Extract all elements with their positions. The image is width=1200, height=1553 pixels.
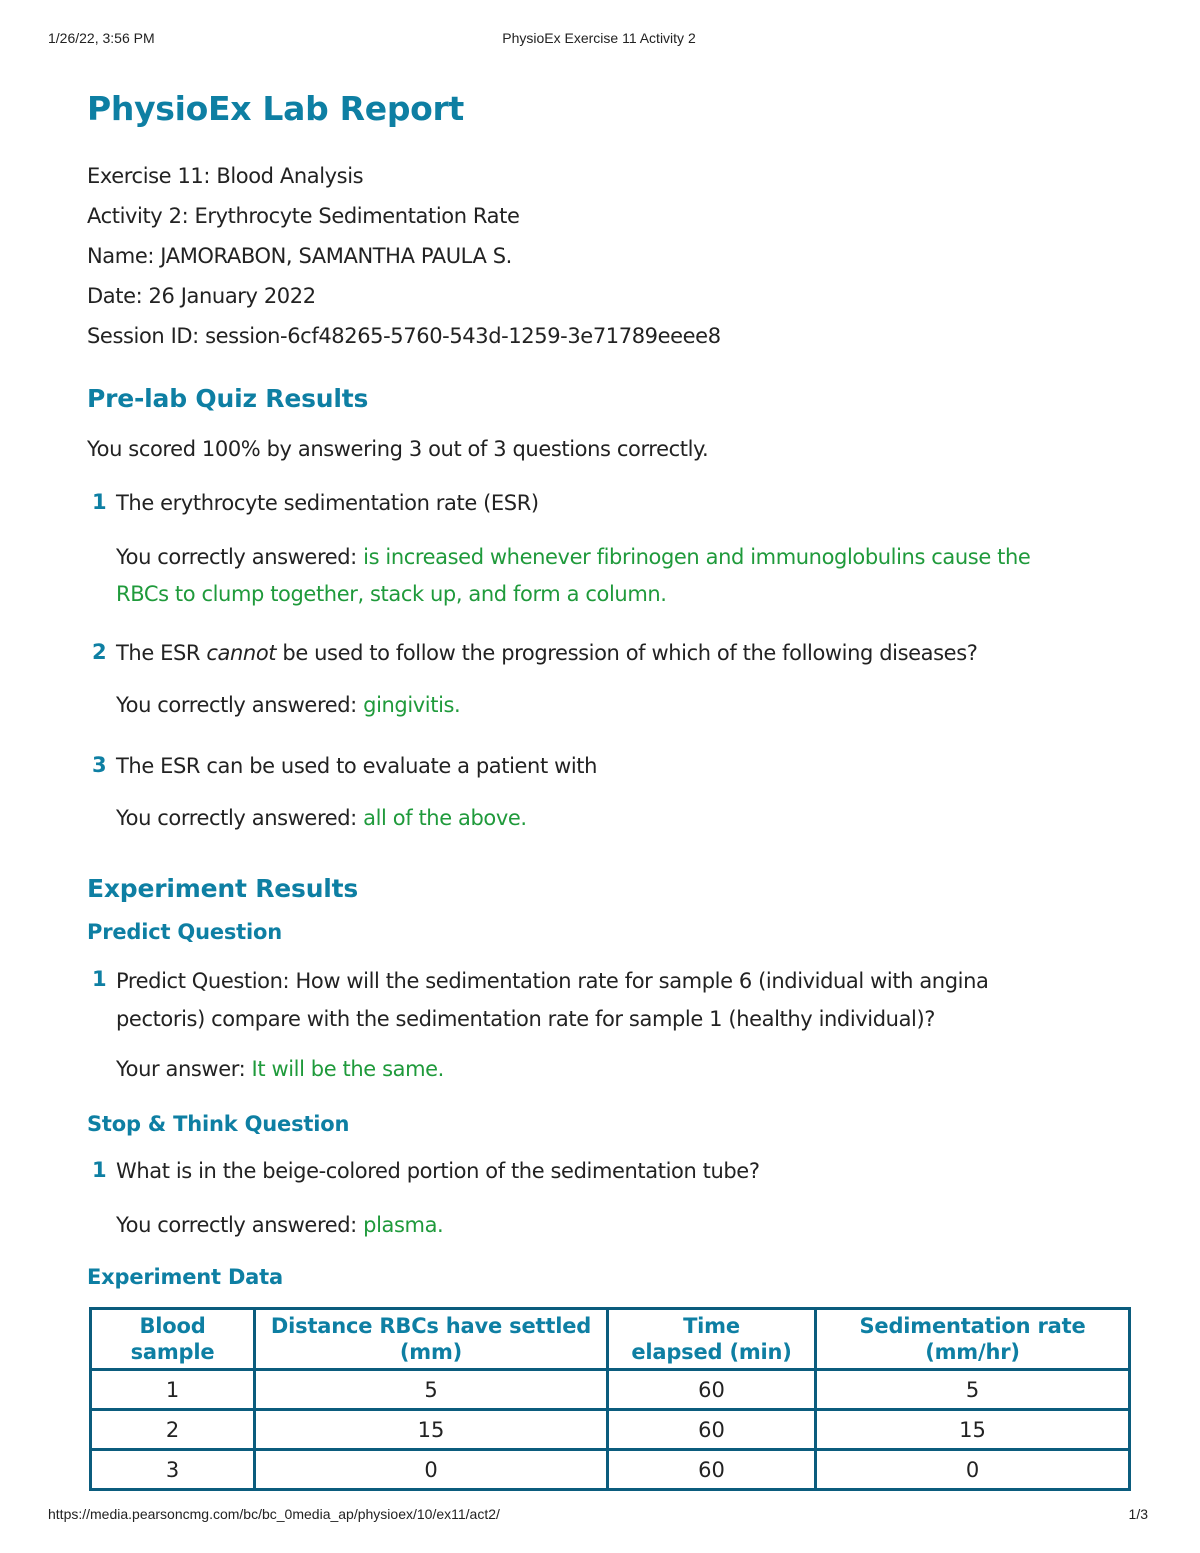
prelab-q3-answer-value: all of the above. (363, 806, 527, 830)
predict-number: 1 (92, 967, 107, 991)
stop-think-question: What is in the beige-colored portion of the sedimentation tube? (116, 1159, 760, 1183)
report-date: Date: 26 January 2022 (87, 284, 316, 308)
header-rate: Sedimentation rate (mm/hr) (816, 1309, 1130, 1370)
table-cell: 15 (816, 1410, 1130, 1450)
prelab-q1-number: 1 (92, 490, 107, 514)
predict-answer-value: It will be the same. (251, 1057, 444, 1081)
predict-question-line1: Predict Question: How will the sedimentation rate for sample 6 (individual with angina (116, 969, 989, 993)
table-cell: 60 (608, 1410, 816, 1450)
lab-report (87, 86, 1132, 1482)
header-blood-sample: Blood sample (91, 1309, 255, 1370)
experiment-data-table (89, 1307, 1131, 1491)
q2-text-emphasis: cannot (206, 641, 277, 665)
table-cell: 3 (91, 1450, 255, 1490)
table-cell: 5 (816, 1370, 1130, 1410)
prelab-q1-answer (116, 539, 1030, 613)
q2-text-after: be used to follow the progression of which of the following diseases? (276, 641, 978, 665)
table-cell: 0 (816, 1450, 1130, 1490)
prelab-heading: Pre-lab Quiz Results (87, 384, 369, 413)
table-cell: 60 (608, 1450, 816, 1490)
table-row (91, 1370, 1130, 1410)
predict-question (116, 962, 988, 1038)
print-footer (48, 1506, 1148, 1526)
predict-question-line2: pectoris) compare with the sedimentation rate for sample 1 (healthy individual)? (116, 1007, 936, 1031)
print-datetime: 1/26/22, 3:56 PM (48, 30, 155, 46)
page-url[interactable]: https://media.pearsoncmg.com/bc/bc_0media_ap/physioex/10/ex11/act2/ (48, 1506, 500, 1522)
header-time: Time elapsed (min) (608, 1309, 816, 1370)
answer-prefix: You correctly answered: (116, 545, 357, 569)
table-row (91, 1450, 1130, 1490)
prelab-q2-text (116, 634, 977, 672)
stop-think-answer (116, 1207, 443, 1244)
exercise-line: Exercise 11: Blood Analysis (87, 164, 364, 188)
table-cell: 15 (255, 1410, 608, 1450)
predict-answer (116, 1051, 444, 1088)
print-header (48, 30, 1150, 50)
print-page-title: PhysioEx Exercise 11 Activity 2 (502, 30, 696, 46)
prelab-q3-text: The ESR can be used to evaluate a patient with (116, 754, 598, 778)
page-number: 1/3 (1128, 1506, 1148, 1522)
q2-text-before: The ESR (116, 641, 207, 665)
prelab-q3-number: 3 (92, 753, 107, 777)
your-answer-prefix: Your answer: (116, 1057, 246, 1081)
prelab-score: You scored 100% by answering 3 out of 3 questions correctly. (87, 437, 709, 461)
table-cell: 2 (91, 1410, 255, 1450)
prelab-q3-answer (116, 800, 527, 837)
prelab-q2-number: 2 (92, 640, 107, 664)
answer-prefix: You correctly answered: (116, 806, 357, 830)
stop-think-heading: Stop & Think Question (87, 1112, 350, 1136)
report-title: PhysioEx Lab Report (87, 89, 464, 128)
answer-prefix: You correctly answered: (116, 1213, 357, 1237)
experiment-heading: Experiment Results (87, 874, 359, 903)
table-row (91, 1410, 1130, 1450)
answer-prefix: You correctly answered: (116, 693, 357, 717)
stop-think-number: 1 (92, 1158, 107, 1182)
table-cell: 1 (91, 1370, 255, 1410)
table-header-row (91, 1309, 1130, 1370)
header-distance: Distance RBCs have settled (mm) (255, 1309, 608, 1370)
table-cell: 5 (255, 1370, 608, 1410)
session-id: Session ID: session-6cf48265-5760-543d-1259-3e71789eeee8 (87, 324, 721, 348)
prelab-q1-answer-line2: RBCs to clump together, stack up, and form a column. (116, 582, 667, 606)
experiment-data-heading: Experiment Data (87, 1265, 283, 1289)
activity-line: Activity 2: Erythrocyte Sedimentation Rate (87, 204, 520, 228)
student-name: Name: JAMORABON, SAMANTHA PAULA S. (87, 244, 512, 268)
prelab-q1-text: The erythrocyte sedimentation rate (ESR) (116, 491, 539, 515)
prelab-q2-answer (116, 687, 460, 724)
report-meta (87, 156, 1132, 356)
prelab-q2-answer-value: gingivitis. (363, 693, 461, 717)
table-cell: 0 (255, 1450, 608, 1490)
prelab-q1-answer-line1: is increased whenever fibrinogen and immunoglobulins cause the (363, 545, 1031, 569)
predict-heading: Predict Question (87, 920, 282, 944)
table-cell: 60 (608, 1370, 816, 1410)
stop-think-answer-value: plasma. (363, 1213, 444, 1237)
